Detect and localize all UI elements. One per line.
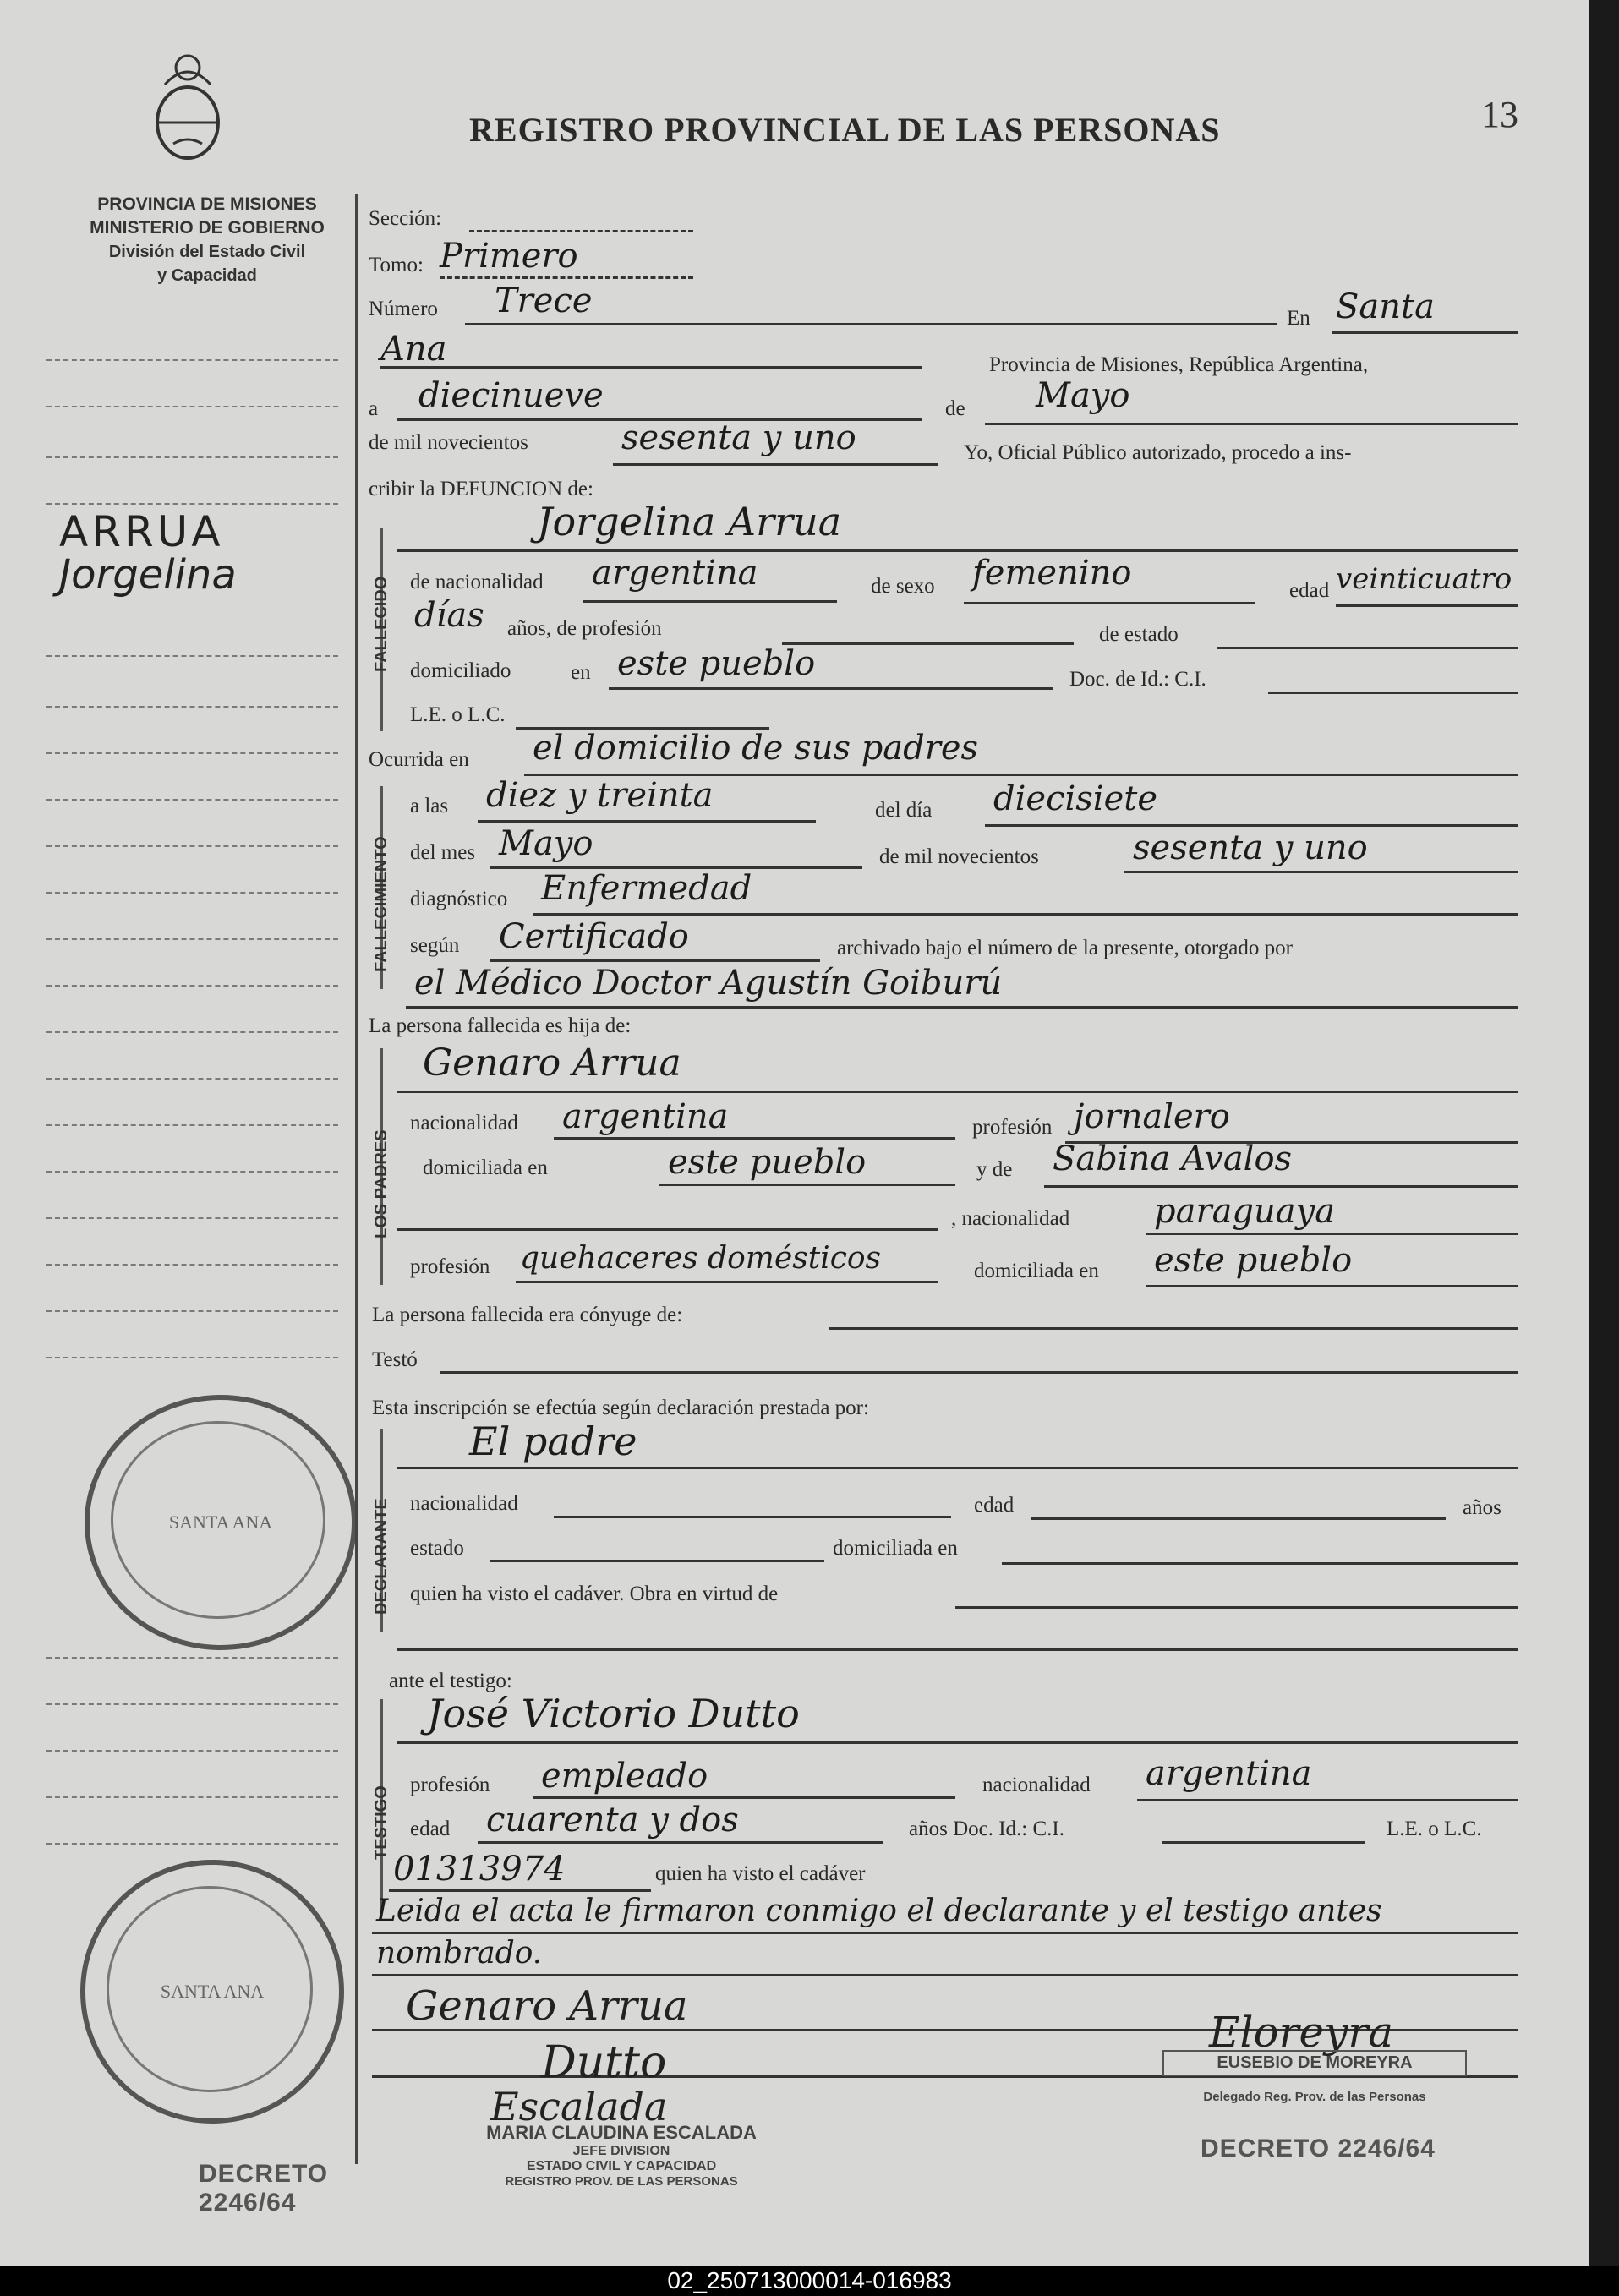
- field-line: [469, 230, 693, 232]
- official-seal-left: [444, 2122, 799, 2189]
- field-line: [964, 602, 1255, 604]
- left-margin-column: [0, 0, 355, 2266]
- field-line: [397, 549, 1518, 552]
- label-conyuge: La persona fallecida era cónyuge de:: [372, 1304, 683, 1326]
- field-line: [985, 824, 1518, 827]
- field-line: [397, 1741, 1518, 1744]
- label-seccion: Sección:: [369, 207, 442, 230]
- margin-rule: [46, 1750, 338, 1752]
- field-line: [533, 1796, 955, 1799]
- label-de-estado: de estado: [1099, 623, 1179, 646]
- label-padre-domiciliada: domiciliada en: [423, 1156, 548, 1179]
- value-place-2: Ana: [380, 330, 447, 369]
- value-tomo: Primero: [440, 237, 578, 276]
- margin-rule: [46, 1796, 338, 1798]
- field-line: [372, 1974, 1518, 1976]
- round-seal-upper: [85, 1395, 357, 1650]
- field-line: [406, 1006, 1518, 1009]
- value-testigo-edad: cuarenta y dos: [486, 1801, 739, 1840]
- margin-rule: [46, 1310, 338, 1312]
- label-hija-de: La persona fallecida es hija de:: [369, 1014, 632, 1037]
- field-line: [380, 366, 922, 369]
- field-line: [554, 1516, 951, 1518]
- value-padre-domicilio: este pueblo: [668, 1143, 867, 1182]
- label-decl-estado: estado: [410, 1537, 464, 1560]
- value-diagnostico: Enfermedad: [541, 869, 752, 908]
- margin-rule: [46, 892, 338, 894]
- label-archivado: archivado bajo el número de la presente, otorgado por: [837, 937, 1293, 959]
- label-decl-anos: años: [1463, 1496, 1501, 1519]
- value-segun: Certificado: [499, 917, 689, 956]
- value-padre: Genaro Arrua: [423, 1041, 681, 1085]
- margin-rule: [46, 456, 338, 458]
- value-ocurrida: el domicilio de sus padres: [533, 729, 979, 768]
- label-quien-cadaver: quien ha visto el cadáver. Obra en virtud de: [410, 1583, 779, 1605]
- label-tomo: Tomo:: [369, 254, 424, 276]
- label-de-mil-2: de mil novecientos: [879, 845, 1039, 868]
- label-padre-profesion: profesión: [972, 1116, 1053, 1139]
- value-padre-profesion: jornalero: [1074, 1097, 1230, 1136]
- label-test-anos-doc: años Doc. Id.: C.I.: [909, 1818, 1064, 1840]
- signature-declarante: Genaro Arrua: [406, 1982, 688, 2030]
- value-closing-2: nombrado.: [376, 1936, 543, 1971]
- label-decl-nacionalidad: nacionalidad: [410, 1492, 518, 1515]
- side-label-declarante: DECLARANTE: [372, 1498, 391, 1615]
- seal-right-name: EUSEBIO DE MOREYRA: [1162, 2050, 1467, 2076]
- value-sexo: femenino: [972, 554, 1132, 593]
- value-padre-nacionalidad: argentina: [562, 1097, 729, 1136]
- margin-rule: [46, 1657, 338, 1659]
- label-en-2: en: [571, 661, 591, 684]
- value-deceased-name: Jorgelina Arrua: [537, 499, 842, 544]
- value-month: Mayo: [1036, 376, 1130, 415]
- seal-lower-text: SANTA ANA: [160, 1981, 265, 2002]
- label-decl-edad: edad: [974, 1494, 1015, 1517]
- margin-rule: [46, 655, 338, 657]
- value-edad-1: veinticuatro: [1336, 562, 1512, 596]
- signature-testigo: Dutto: [541, 2037, 667, 2088]
- value-day: diecinueve: [418, 376, 604, 415]
- margin-rule: [46, 985, 338, 987]
- page-number: 13: [1481, 94, 1518, 135]
- seal-left-registry: REGISTRO PROV. DE LAS PERSONAS: [505, 2174, 738, 2189]
- value-year: sesenta y uno: [621, 418, 856, 457]
- value-closing-1: Leida el acta le firmaron conmigo el declarante y el testigo antes: [376, 1894, 1382, 1928]
- value-mes: Mayo: [499, 824, 593, 863]
- field-line: [1332, 331, 1518, 334]
- field-line: [782, 642, 1074, 645]
- value-madre-nacionalidad: paraguaya: [1154, 1192, 1336, 1231]
- value-testigo: José Victorio Dutto: [427, 1691, 800, 1736]
- seal-left-division: ESTADO CIVIL Y CAPACIDAD: [526, 2159, 717, 2173]
- label-numero: Número: [369, 298, 438, 320]
- label-test-quien: quien ha visto el cadáver: [655, 1862, 866, 1885]
- issuing-organization: [68, 193, 347, 287]
- label-test-profesion: profesión: [410, 1774, 490, 1796]
- margin-rule: [46, 1031, 338, 1033]
- field-line: [465, 323, 1277, 325]
- label-edad: edad: [1289, 579, 1330, 602]
- field-line: [440, 276, 693, 279]
- label-decl-domiciliada: domiciliada en: [833, 1537, 958, 1560]
- label-le-lc: L.E. o L.C.: [410, 703, 506, 726]
- signature-delegado: Eloreyra: [1209, 2008, 1394, 2057]
- label-a: a: [369, 397, 379, 420]
- field-line: [440, 1371, 1518, 1374]
- field-line: [1044, 1185, 1518, 1188]
- label-de-nacionalidad: de nacionalidad: [410, 571, 544, 593]
- label-madre-profesion: profesión: [410, 1255, 490, 1278]
- margin-rule: [46, 406, 338, 407]
- label-de-mil: de mil novecientos: [369, 431, 528, 454]
- label-domiciliado: domiciliado: [410, 659, 511, 682]
- label-madre-nacionalidad: , nacionalidad: [951, 1207, 1070, 1230]
- margin-rule: [46, 752, 338, 754]
- label-ante-testigo: ante el testigo:: [389, 1670, 512, 1692]
- seal-right-role: Delegado Reg. Prov. de las Personas: [1203, 2090, 1426, 2104]
- label-yo-oficial: Yo, Oficial Público autorizado, procedo a ins-: [964, 441, 1352, 464]
- seal-left-role: JEFE DIVISION: [572, 2144, 670, 2158]
- document-title: REGISTRO PROVINCIAL DE LAS PERSONAS: [469, 111, 1221, 149]
- official-seal-right: [1162, 2050, 1467, 2104]
- field-line: [1268, 692, 1518, 694]
- field-line: [478, 1841, 883, 1844]
- field-line: [583, 600, 837, 603]
- value-testigo-nacionalidad: argentina: [1146, 1754, 1312, 1793]
- value-testigo-profesion: empleado: [541, 1757, 708, 1796]
- field-line: [1002, 1562, 1518, 1565]
- margin-rule: [46, 503, 338, 505]
- side-label-testigo: TESTIGO: [372, 1785, 391, 1860]
- field-line: [1146, 1233, 1518, 1235]
- margin-rule: [46, 1703, 338, 1705]
- margin-given-name: Jorgelina: [59, 551, 237, 599]
- field-line: [397, 1648, 1518, 1651]
- margin-name-note: [59, 507, 237, 599]
- label-y-de: y de: [976, 1158, 1013, 1181]
- org-division: División del Estado Civil: [108, 243, 306, 261]
- label-test-nacionalidad: nacionalidad: [982, 1774, 1091, 1796]
- signature-jefe: Escalada: [490, 2084, 668, 2129]
- org-division-2: y Capacidad: [157, 266, 257, 285]
- label-doc-id: Doc. de Id.: C.I.: [1069, 668, 1206, 691]
- field-line: [1031, 1517, 1446, 1520]
- side-label-fallecimiento: FALLECIMIENTO: [372, 836, 391, 972]
- margin-rule: [46, 1078, 338, 1080]
- image-id-footer: 02_250713000014-016983: [0, 2266, 1619, 2296]
- margin-rule: [46, 1217, 338, 1219]
- margin-rule: [46, 938, 338, 940]
- field-line: [1162, 1841, 1365, 1844]
- field-line: [829, 1327, 1518, 1330]
- value-numero: Trece: [495, 282, 593, 320]
- value-edad-2: días: [414, 596, 484, 635]
- margin-rule: [46, 1124, 338, 1126]
- side-label-los-padres: LOS PADRES: [372, 1129, 391, 1238]
- field-line: [516, 1281, 938, 1283]
- field-line: [478, 820, 816, 823]
- margin-rule: [46, 1357, 338, 1358]
- field-line: [490, 959, 820, 962]
- label-padre-nacionalidad: nacionalidad: [410, 1112, 518, 1134]
- label-en: En: [1287, 307, 1310, 330]
- value-declarante: El padre: [469, 1419, 637, 1464]
- label-cribir: cribir la DEFUNCION de:: [369, 478, 593, 500]
- value-madre-domicilio: este pueblo: [1154, 1241, 1353, 1280]
- org-province: PROVINCIA DE MISIONES: [97, 194, 317, 214]
- label-madre-domiciliada: domiciliada en: [974, 1260, 1099, 1282]
- field-line: [1137, 1799, 1518, 1801]
- margin-rule: [46, 1843, 338, 1845]
- label-diagnostico: diagnóstico: [410, 888, 508, 910]
- field-line: [1146, 1285, 1518, 1287]
- value-madre: Sabina Avalos: [1053, 1140, 1293, 1178]
- seal-left-name: MARIA CLAUDINA ESCALADA: [486, 2122, 757, 2143]
- label-ocurrida: Ocurrida en: [369, 748, 469, 771]
- label-test-edad: edad: [410, 1818, 451, 1840]
- field-line: [533, 913, 1518, 916]
- field-line: [490, 1560, 824, 1562]
- field-line: [397, 1091, 1518, 1093]
- label-a-las: a las: [410, 795, 449, 817]
- field-line: [609, 687, 1053, 690]
- field-line: [1217, 647, 1518, 649]
- decreto-stamp-left: DECRETO 2246/64: [199, 2160, 329, 2217]
- label-inscripcion: Esta inscripción se efectúa según declaración prestada por:: [372, 1397, 869, 1419]
- seal-upper-text: SANTA ANA: [168, 1512, 273, 1533]
- org-ministry: MINISTERIO DE GOBIERNO: [90, 218, 325, 238]
- value-nacionalidad: argentina: [592, 554, 758, 593]
- field-line: [1124, 871, 1518, 873]
- field-line: [397, 1467, 1518, 1469]
- coat-of-arms-icon: [148, 51, 228, 165]
- decreto-stamp-right: DECRETO 2246/64: [1201, 2135, 1436, 2162]
- value-hora: diez y treinta: [486, 776, 714, 815]
- value-dia: diecisiete: [993, 779, 1158, 818]
- side-label-fallecido: FALLECIDO: [372, 576, 391, 672]
- margin-rule: [46, 845, 338, 847]
- margin-rule: [46, 359, 338, 361]
- field-line: [397, 1228, 938, 1231]
- margin-rule: [46, 1171, 338, 1173]
- label-del-mes: del mes: [410, 841, 476, 864]
- value-testigo-doc: 01313974: [393, 1850, 566, 1889]
- label-anos-profesion: años, de profesión: [507, 617, 662, 640]
- field-line: [1336, 604, 1518, 607]
- label-de: de: [945, 397, 965, 420]
- label-segun: según: [410, 934, 460, 957]
- label-testo: Testó: [372, 1348, 418, 1371]
- label-del-dia: del día: [875, 799, 933, 822]
- margin-surname: ARRUA: [59, 507, 224, 556]
- label-test-le-lc: L.E. o L.C.: [1387, 1818, 1482, 1840]
- margin-rule: [46, 1264, 338, 1266]
- field-line: [985, 423, 1518, 425]
- field-line: [554, 1137, 955, 1140]
- field-line: [659, 1184, 955, 1186]
- round-seal-lower: [80, 1860, 344, 2124]
- margin-divider: [355, 194, 358, 2164]
- value-medico: el Médico Doctor Agustín Goiburú: [414, 964, 1003, 1003]
- margin-rule: [46, 799, 338, 801]
- field-line: [372, 1932, 1518, 1934]
- value-ano: sesenta y uno: [1133, 828, 1368, 867]
- value-place-1: Santa: [1336, 287, 1435, 326]
- field-line: [389, 1889, 651, 1892]
- field-line: [613, 463, 938, 466]
- margin-rule: [46, 706, 338, 708]
- value-domicilio: este pueblo: [617, 644, 816, 683]
- label-sexo: de sexo: [871, 575, 935, 598]
- field-line: [955, 1606, 1518, 1609]
- label-provincia: Provincia de Misiones, República Argentina,: [989, 353, 1369, 376]
- value-madre-profesion: quehaceres domésticos: [520, 1241, 882, 1276]
